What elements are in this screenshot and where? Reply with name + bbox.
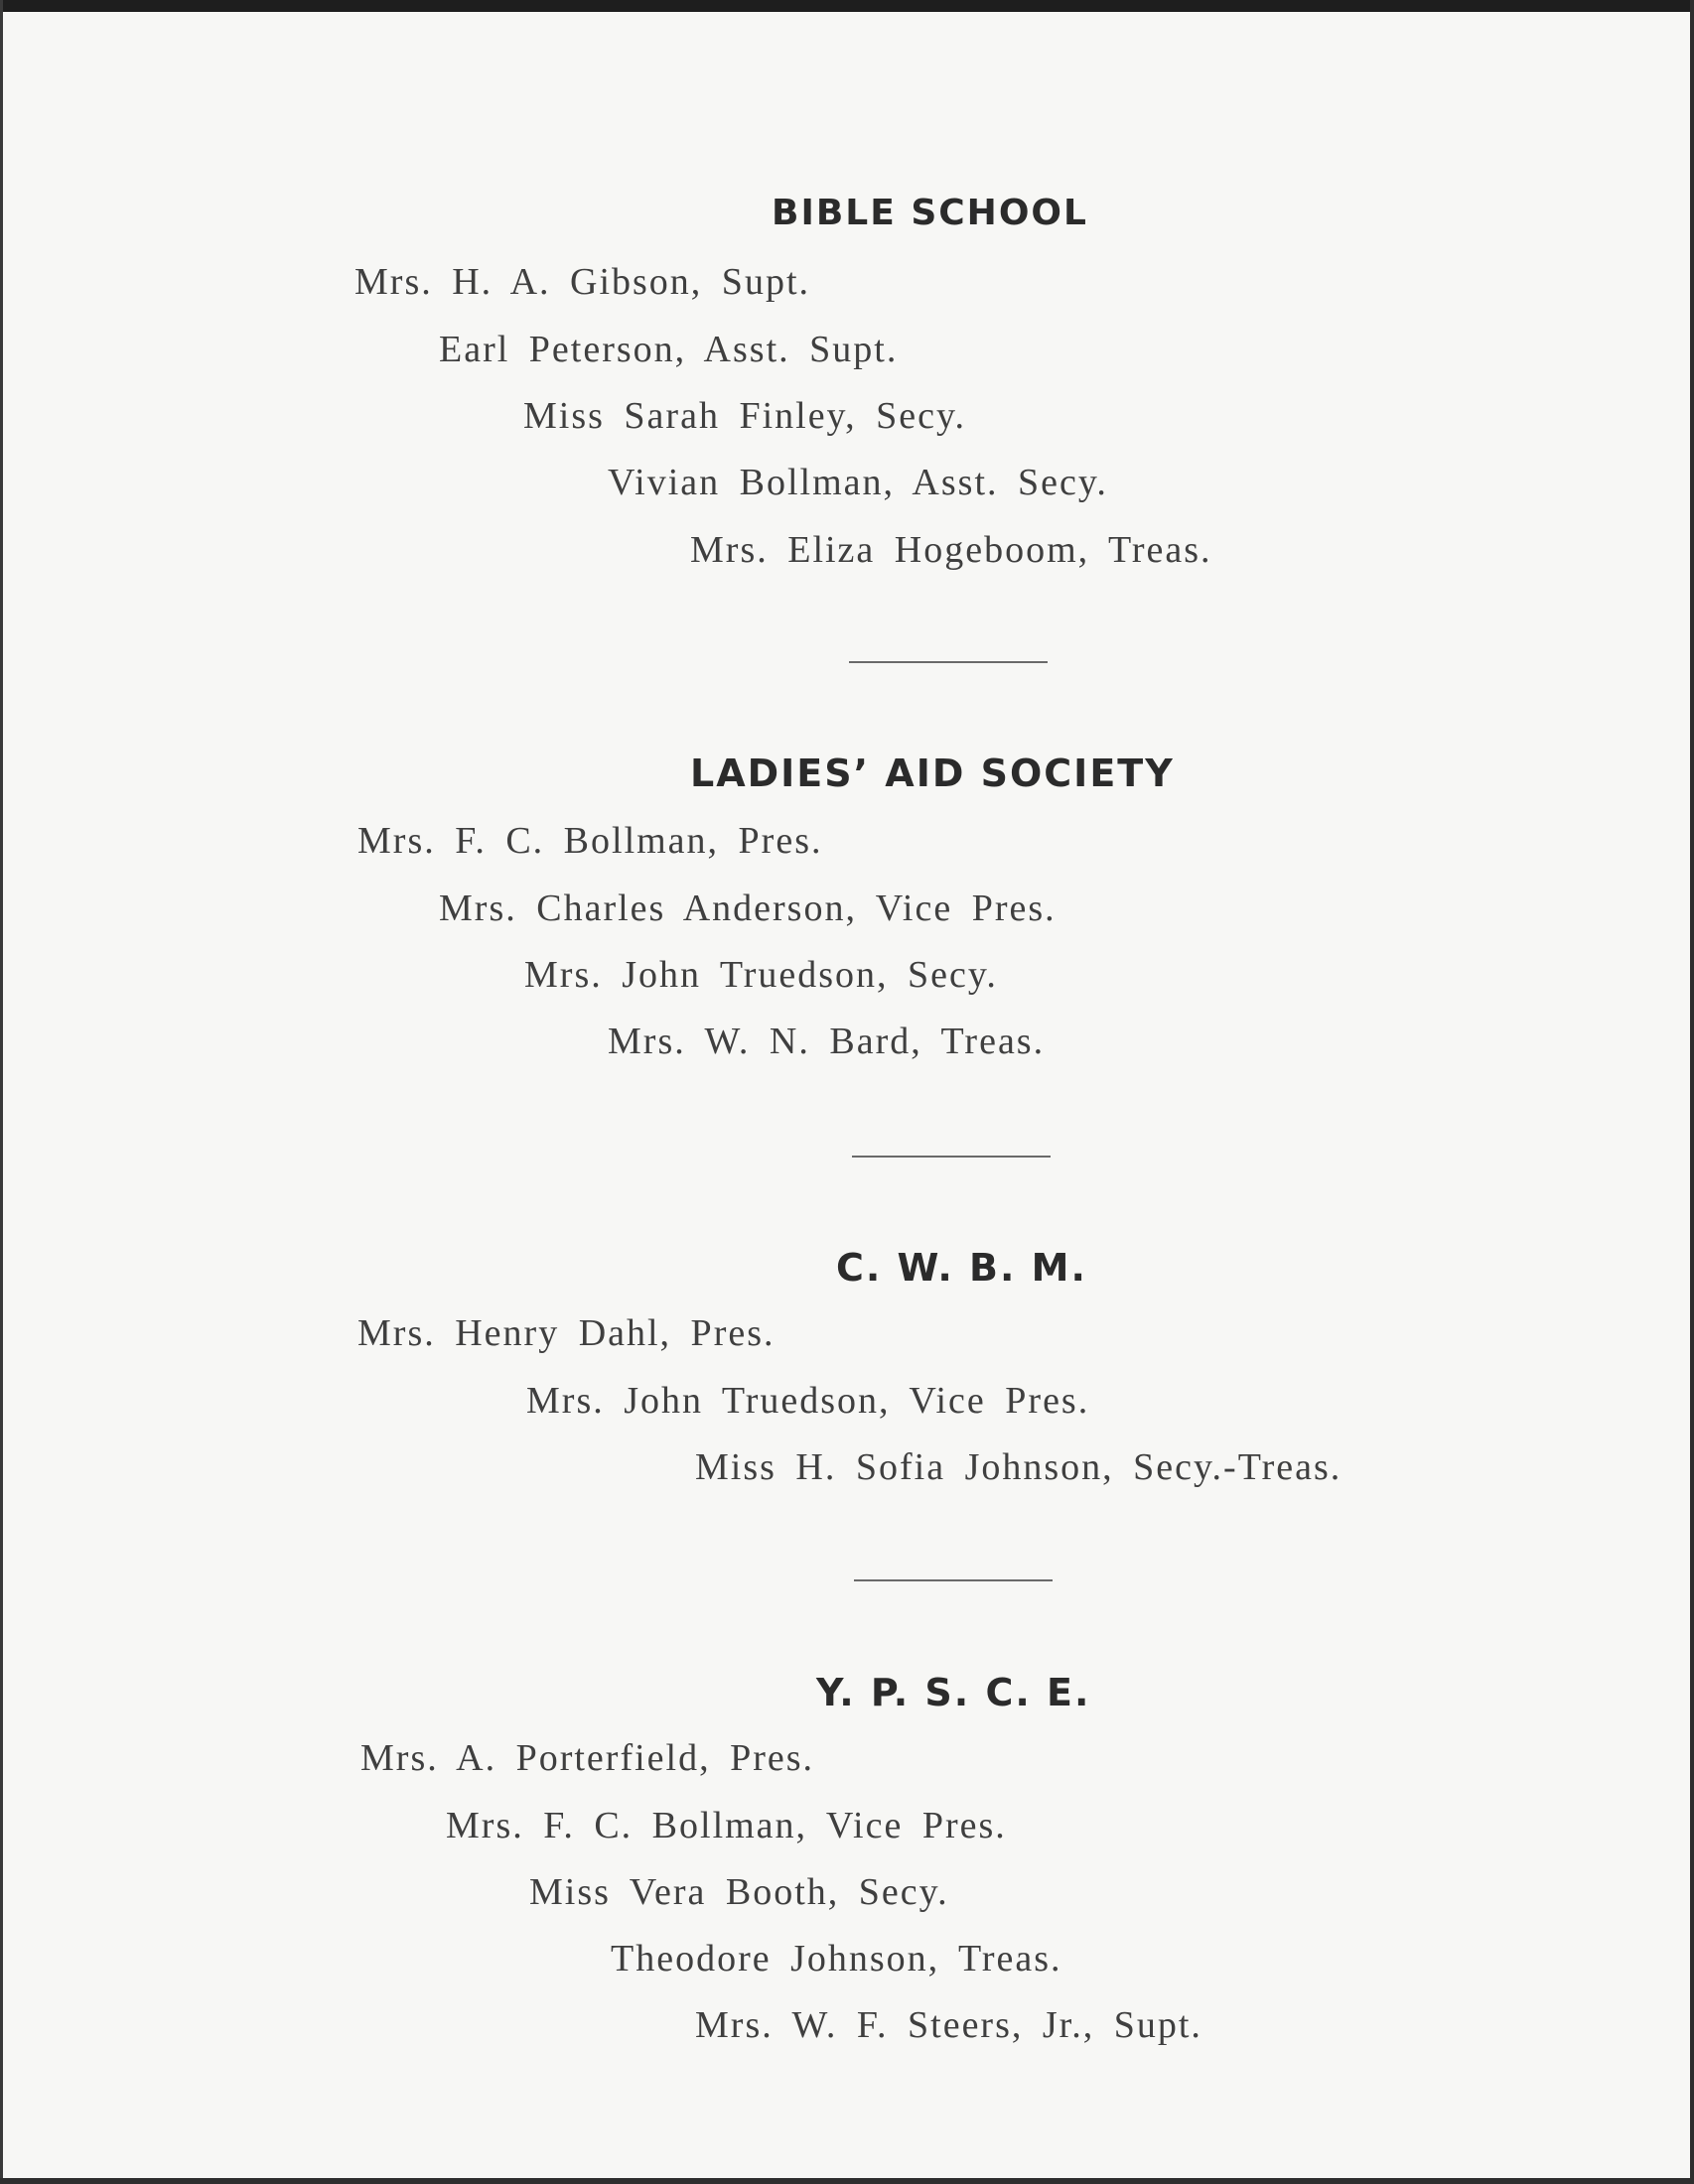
ladies-aid-line-1: Mrs. F. C. Bollman, Pres. [357,820,823,862]
ladies-aid-line-4: Mrs. W. N. Bard, Treas. [608,1021,1046,1062]
ladies-aid-line-3: Mrs. John Truedson, Secy. [524,954,998,996]
section-divider-1 [849,661,1048,663]
cwbm-line-3: Miss H. Sofia Johnson, Secy.-Treas. [695,1446,1342,1488]
section-heading-bible-school: BIBLE SCHOOL [772,193,1088,233]
section-divider-2 [852,1156,1051,1158]
ypsce-line-2: Mrs. F. C. Bollman, Vice Pres. [446,1805,1007,1846]
ypsce-line-5: Mrs. W. F. Steers, Jr., Supt. [695,2004,1202,2046]
section-heading-cwbm: C. W. B. M. [836,1246,1087,1290]
ladies-aid-line-2: Mrs. Charles Anderson, Vice Pres. [439,887,1057,929]
bible-school-line-3: Miss Sarah Finley, Secy. [523,395,966,437]
ypsce-line-1: Mrs. A. Porterfield, Pres. [360,1737,815,1779]
ypsce-line-3: Miss Vera Booth, Secy. [529,1871,949,1913]
section-divider-3 [854,1579,1053,1581]
section-heading-ladies-aid-society: LADIES’ AID SOCIETY [690,751,1175,795]
bible-school-line-2: Earl Peterson, Asst. Supt. [439,329,899,370]
section-heading-ypsce: Y. P. S. C. E. [816,1671,1091,1714]
cwbm-line-1: Mrs. Henry Dahl, Pres. [357,1312,776,1354]
scan-border-top [0,0,1694,12]
bible-school-line-1: Mrs. H. A. Gibson, Supt. [354,261,810,303]
scan-border-left [0,0,3,2184]
bible-school-line-5: Mrs. Eliza Hogeboom, Treas. [690,529,1212,571]
cwbm-line-2: Mrs. John Truedson, Vice Pres. [526,1380,1090,1422]
bible-school-line-4: Vivian Bollman, Asst. Secy. [608,462,1108,503]
ypsce-line-4: Theodore Johnson, Treas. [611,1938,1062,1979]
scan-border-right [1690,0,1694,2184]
scan-border-bottom [0,2178,1694,2184]
